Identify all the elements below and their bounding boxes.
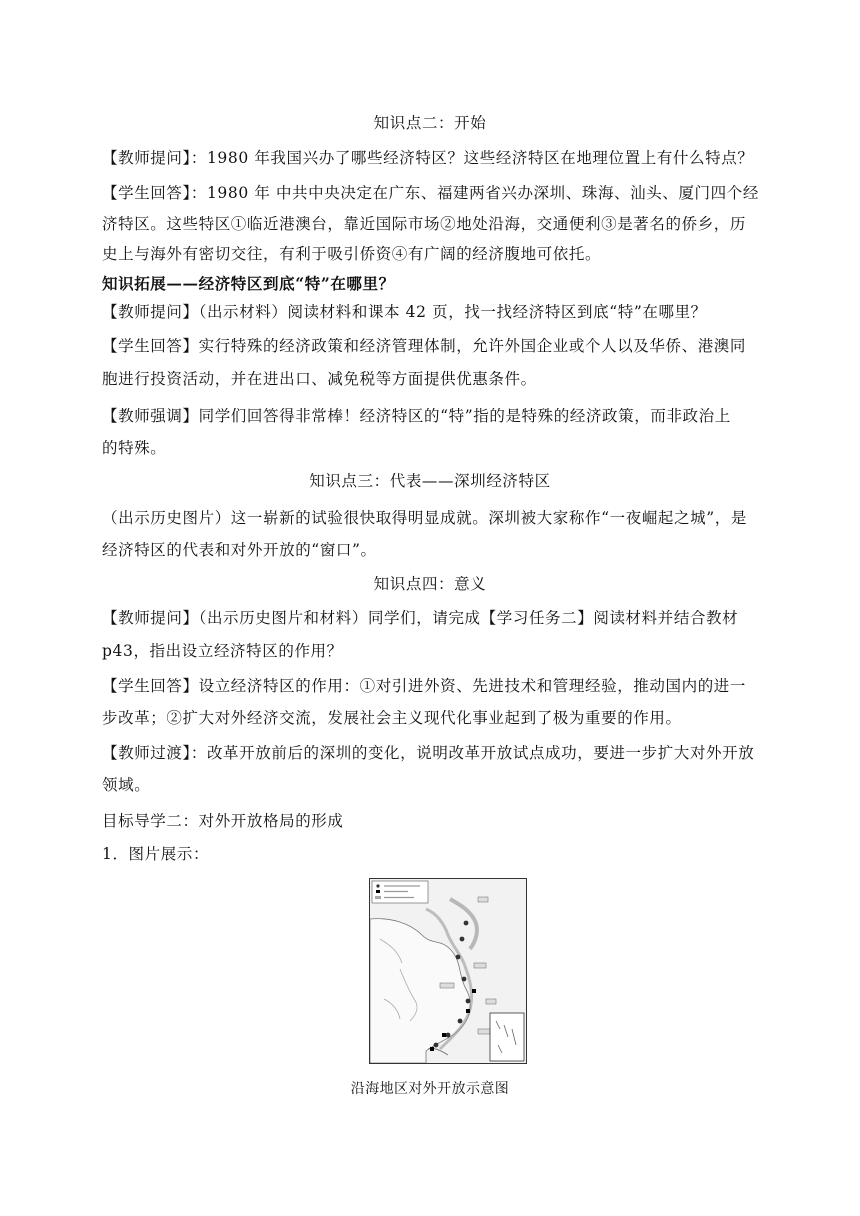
section-heading-extension: 知识拓展——经济特区到底“特”在哪里？ — [102, 274, 395, 293]
paragraph-line: 【学生回答】：1980 年 中共中央决定在广东、福建两省兴办深圳、珠海、汕头、厦门四个经 — [102, 184, 759, 202]
section-heading-goal-2: 目标导学二：对外开放格局的形成 — [102, 812, 344, 830]
paragraph-line: p43，指出设立经济特区的作用？ — [102, 642, 343, 660]
map-graphic — [370, 879, 526, 1063]
paragraph-line: 【教师提问】（出示历史图片和材料）同学们，请完成【学习任务二】阅读材料并结合教材 — [102, 609, 739, 627]
paragraph-line: 【教师强调】同学们回答得非常棒！经济特区的“特”指的是特殊的经济政策，而非政治上 — [102, 407, 731, 425]
paragraph-line: 领域。 — [102, 776, 151, 794]
paragraph-line: 步改革；②扩大对外经济交流，发展社会主义现代化事业起到了极为重要的作用。 — [102, 709, 682, 727]
paragraph-line: 史上与海外有密切交往，有利于吸引侨资④有广阔的经济腹地可依托。 — [102, 245, 602, 263]
paragraph-line: 【教师提问】（出示材料）阅读材料和课本 42 页，找一找经济特区到底“特”在哪里？ — [102, 303, 707, 321]
paragraph-line: （出示历史图片）这一崭新的试验很快取得明显成就。深圳被大家称作“一夜崛起之城”，是 — [102, 509, 747, 527]
paragraph-line: 的特殊。 — [102, 439, 167, 457]
figure-caption: 沿海地区对外开放示意图 — [350, 1081, 510, 1097]
coastal-opening-map — [369, 878, 527, 1064]
paragraph-line: 【学生回答】实行特殊的经济政策和经济管理体制，允许外国企业或个人以及华侨、港澳同 — [102, 337, 747, 355]
heading-point-3: 知识点三：代表——深圳经济特区 — [309, 472, 551, 490]
paragraph-line: 胞进行投资活动，并在进出口、减免税等方面提供优惠条件。 — [102, 370, 537, 388]
heading-point-4: 知识点四：意义 — [373, 575, 487, 593]
paragraph-line: 【教师提问】：1980 年我国兴办了哪些经济特区？这些经济特区在地理位置上有什么特点？ — [102, 149, 754, 167]
paragraph-line: 经济特区的代表和对外开放的“窗口”。 — [102, 541, 377, 559]
heading-point-2: 知识点二：开始 — [373, 114, 487, 132]
paragraph-line: 【教师过渡】：改革开放前后的深圳的变化，说明改革开放试点成功，要进一步扩大对外开放 — [102, 744, 755, 762]
list-item-picture: 1．图片展示： — [102, 845, 210, 863]
paragraph-line: 济特区。这些特区①临近港澳台，靠近国际市场②地处沿海，交通便利③是著名的侨乡，历 — [102, 215, 747, 233]
paragraph-line: 【学生回答】设立经济特区的作用：①对引进外资、先进技术和管理经验，推动国内的进一 — [102, 677, 747, 695]
